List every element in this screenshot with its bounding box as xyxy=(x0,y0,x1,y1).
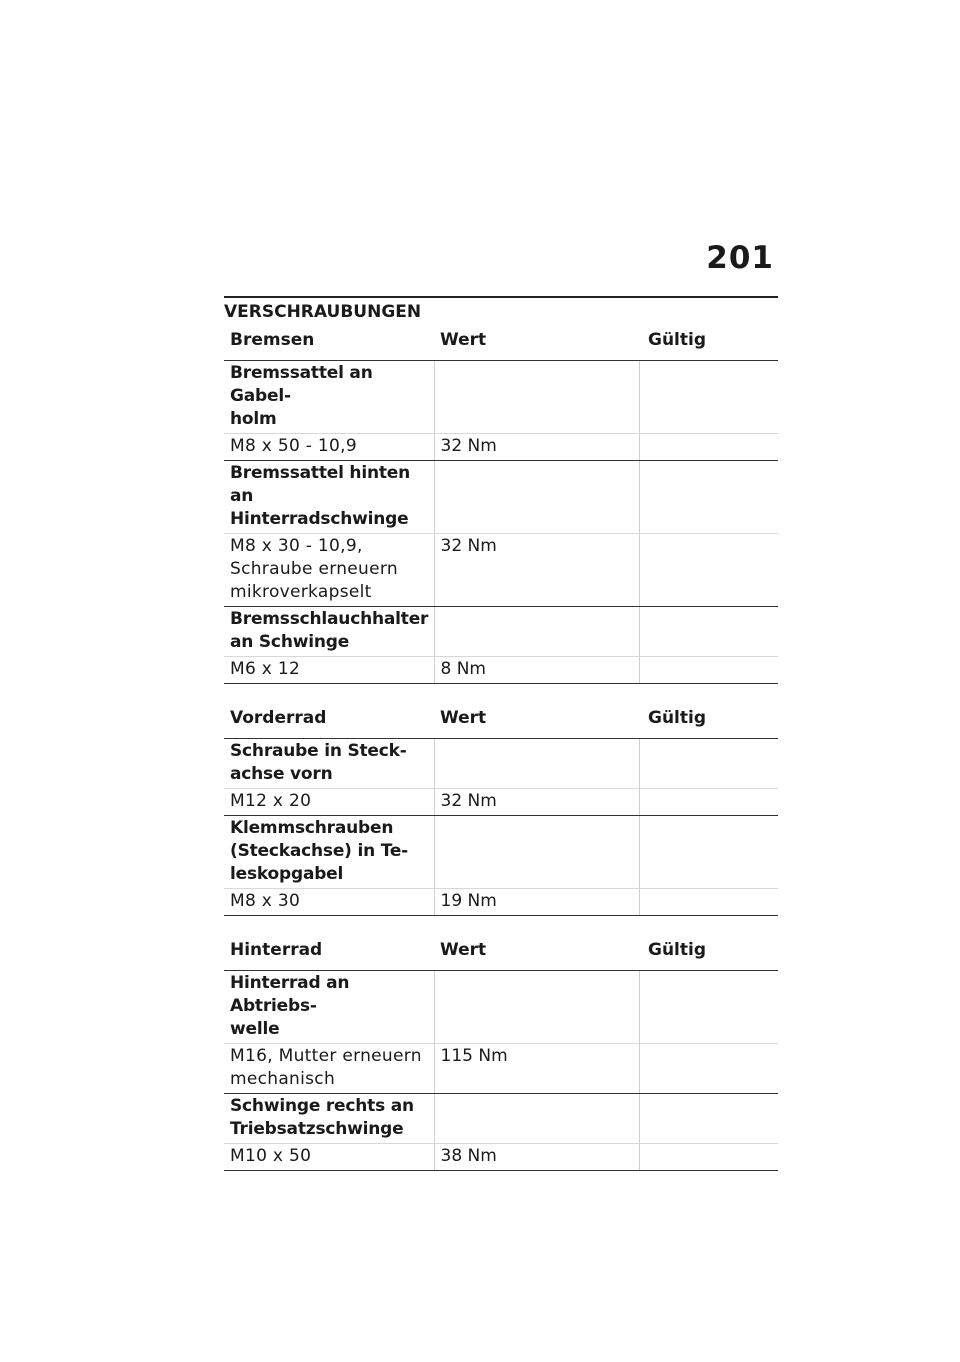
bolt-spec: M8 x 50 - 10,9 xyxy=(224,434,434,461)
torque-value: 32 Nm xyxy=(434,434,639,461)
table-row-component xyxy=(224,971,778,1044)
torque-table xyxy=(224,322,778,684)
column-header-value: Wert xyxy=(434,322,639,361)
bolt-spec: M8 x 30 - 10,9, Schraube erneuern mikroverkapselt xyxy=(224,534,434,607)
column-header-component: Vorderrad xyxy=(224,700,434,739)
torque-tables xyxy=(224,322,778,1171)
table-row-spec xyxy=(224,1044,778,1094)
validity xyxy=(639,657,778,684)
table-row-spec xyxy=(224,889,778,916)
column-header-valid: Gültig xyxy=(639,322,778,361)
torque-value: 19 Nm xyxy=(434,889,639,916)
table-header-row xyxy=(224,700,778,739)
column-header-valid: Gültig xyxy=(639,932,778,971)
bolt-spec: M10 x 50 xyxy=(224,1144,434,1171)
component-name: Bremssattel an Gabel- holm xyxy=(224,361,434,434)
torque-value: 32 Nm xyxy=(434,534,639,607)
table-row-component xyxy=(224,816,778,889)
validity xyxy=(639,1144,778,1171)
component-name: Schwinge rechts an Triebsatzschwinge xyxy=(224,1094,434,1144)
column-header-component: Hinterrad xyxy=(224,932,434,971)
table-header-row xyxy=(224,932,778,971)
table-row-spec xyxy=(224,789,778,816)
torque-value: 115 Nm xyxy=(434,1044,639,1094)
component-name: Schraube in Steck- achse vorn xyxy=(224,739,434,789)
component-name: Bremsschlauchhalter an Schwinge xyxy=(224,607,434,657)
validity xyxy=(639,889,778,916)
section-title: VERSCHRAUBUNGEN xyxy=(224,296,778,322)
column-header-valid: Gültig xyxy=(639,700,778,739)
bolt-spec: M6 x 12 xyxy=(224,657,434,684)
table-row-component xyxy=(224,1094,778,1144)
component-name: Bremssattel hinten an Hinterradschwinge xyxy=(224,461,434,534)
torque-table xyxy=(224,932,778,1171)
table-row-spec xyxy=(224,534,778,607)
bolt-spec: M12 x 20 xyxy=(224,789,434,816)
table-row-component xyxy=(224,461,778,534)
validity xyxy=(639,1044,778,1094)
table-row-spec xyxy=(224,1144,778,1171)
validity xyxy=(639,789,778,816)
table-row-spec xyxy=(224,434,778,461)
torque-value: 32 Nm xyxy=(434,789,639,816)
validity xyxy=(639,434,778,461)
column-header-value: Wert xyxy=(434,932,639,971)
table-row-component xyxy=(224,607,778,657)
component-name: Hinterrad an Abtriebs- welle xyxy=(224,971,434,1044)
torque-value: 8 Nm xyxy=(434,657,639,684)
table-header-row xyxy=(224,322,778,361)
table-row-component xyxy=(224,361,778,434)
page-number: 201 xyxy=(706,240,774,276)
table-row-component xyxy=(224,739,778,789)
bolt-spec: M8 x 30 xyxy=(224,889,434,916)
table-row-spec xyxy=(224,657,778,684)
torque-value: 38 Nm xyxy=(434,1144,639,1171)
bolt-spec: M16, Mutter erneuern mechanisch xyxy=(224,1044,434,1094)
column-header-component: Bremsen xyxy=(224,322,434,361)
column-header-value: Wert xyxy=(434,700,639,739)
validity xyxy=(639,534,778,607)
component-name: Klemmschrauben (Steckachse) in Te- leskopgabel xyxy=(224,816,434,889)
torque-table xyxy=(224,700,778,916)
